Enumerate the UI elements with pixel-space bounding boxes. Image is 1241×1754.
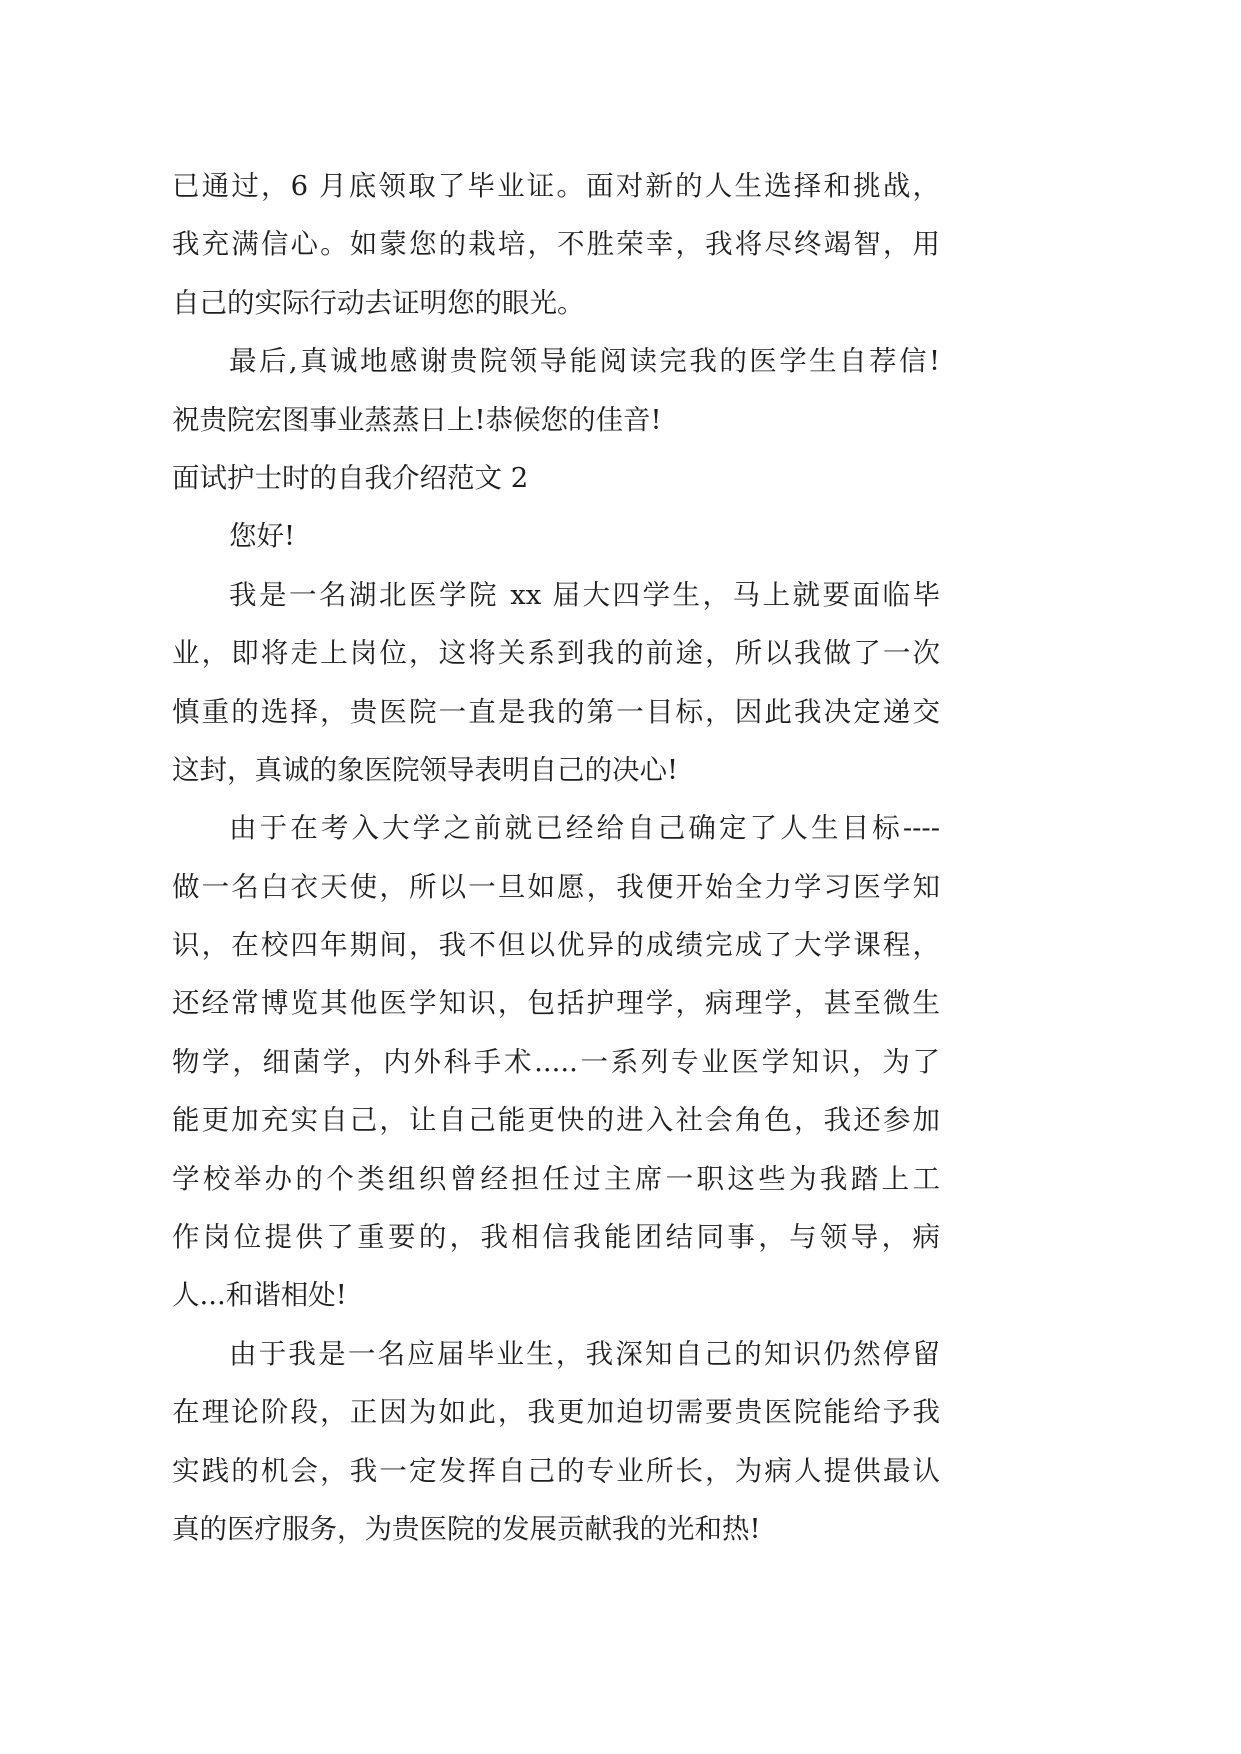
- paragraph: [172, 332, 940, 449]
- text-line: 物学，细菌学，内外科手术.....一系列专业医学知识，为了: [172, 1045, 940, 1078]
- text-line: 这封，真诚的象医院领导表明自己的决心!: [172, 753, 679, 786]
- text-line: 自己的实际行动去证明您的眼光。: [172, 286, 585, 319]
- text-line: 能更加充实自己，让自己能更快的进入社会角色，我还参加: [172, 1104, 940, 1137]
- text-line: 慎重的选择，贵医院一直是我的第一目标，因此我决定递交: [172, 695, 940, 728]
- text-line: 还经常博览其他医学知识，包括护理学，病理学，甚至微生: [172, 987, 940, 1020]
- text-line: 识，在校四年期间，我不但以优异的成绩完成了大学课程，: [172, 929, 940, 962]
- text-line: 在理论阶段，正因为如此，我更加迫切需要贵医院能给予我: [172, 1396, 940, 1429]
- text-line: 做一名白衣天使，所以一旦如愿，我便开始全力学习医学知: [172, 870, 940, 903]
- text-line: 作岗位提供了重要的，我相信我能团结同事，与领导，病: [172, 1221, 940, 1254]
- text-line: 实践的机会，我一定发挥自己的专业所长，为病人提供最认: [172, 1454, 940, 1487]
- paragraph: [172, 157, 940, 332]
- text-line: 已通过，6 月底领取了毕业证。面对新的人生选择和挑战，: [172, 170, 940, 202]
- text-line: 我充满信心。如蒙您的栽培，不胜荣幸，我将尽终竭智，用: [172, 228, 940, 261]
- text-line: 祝贵院宏图事业蒸蒸日上!恭候您的佳音!: [172, 403, 662, 436]
- text-line: 学校举办的个类组织曾经担任过主席一职这些为我踏上工: [172, 1162, 940, 1195]
- text-line: 最后,真诚地感谢贵院领导能阅读完我的医学生自荐信!: [229, 345, 940, 378]
- text-line: 人...和谐相处!: [172, 1279, 347, 1312]
- text-line: 我是一名湖北医学院 xx 届大四学生，马上就要面临毕: [229, 578, 940, 611]
- paragraph: [172, 799, 940, 1325]
- section-title: 面试护士时的自我介绍范文 2: [172, 461, 529, 494]
- text-line: 业，即将走上岗位，这将关系到我的前途，所以我做了一次: [172, 637, 940, 670]
- document-page: [172, 157, 940, 1558]
- text-line: 由于我是一名应届毕业生，我深知自己的知识仍然停留: [229, 1337, 940, 1370]
- paragraph: [172, 1325, 940, 1559]
- paragraph: [172, 566, 940, 800]
- text-line: 由于在考入大学之前就已经给自己确定了人生目标----: [229, 812, 940, 845]
- greeting-line: 您好!: [229, 520, 296, 553]
- text-line: 真的医疗服务，为贵医院的发展贡献我的光和热!: [172, 1512, 761, 1545]
